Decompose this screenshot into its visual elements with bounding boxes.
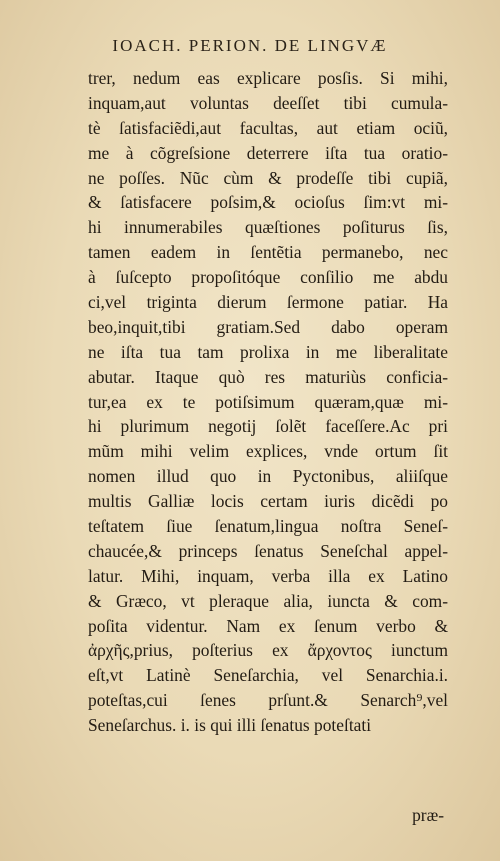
- text-line: poteſtas,cui ſenes prſunt.& Senarch⁹,vel: [88, 690, 448, 711]
- text-line: beo,inquit,tibi gratiam.Sed dabo operam: [88, 316, 448, 337]
- text-line: multis Galliæ locis certam iuris dicẽdi po: [88, 491, 448, 512]
- text-line: tè ſatisfaciẽdi,aut facultas, aut etiam ociũ,: [88, 117, 448, 138]
- text-line: à ſuſcepto propoſitóque conſilio me abdu: [88, 267, 448, 288]
- text-line: mũm mihi velim explices, vnde ortum ſit: [88, 441, 448, 462]
- text-line: ci,vel triginta dierum ſermone patiar. Ha: [88, 292, 448, 313]
- text-line: tamen eadem in ſentẽtia permanebo, nec: [88, 242, 448, 263]
- catchword: præ-: [412, 805, 444, 825]
- text-line: teſtatem ſiue ſenatum,lingua noſtra Seneſ-: [88, 516, 448, 537]
- text-line: & Græco, vt pleraque alia, iuncta & com-: [88, 590, 448, 611]
- text-line: chaucée,& princeps ſenatus Seneſchal appel-: [88, 540, 448, 561]
- text-line: Seneſarchus. i. is qui illi ſenatus poteſtati: [88, 715, 372, 736]
- text-line: latur. Mihi, inquam, verba illa ex Latino: [88, 565, 448, 586]
- running-header: IOACH. PERION. DE LINGVÆ: [112, 36, 388, 55]
- text-line: hi innumerabiles quæſtiones poſiturus ſis,: [88, 217, 448, 238]
- text-line: trer, nedum eas explicare posſis. Si mihi,: [88, 68, 448, 88]
- text-line: me à cõgreſsione deterrere iſta tua oratio-: [88, 142, 448, 163]
- text-line: tur,ea ex te potiſsimum quæram,quæ mi-: [88, 391, 448, 412]
- text-line: & ſatisfacere poſsim,& ocioſus ſim:vt mi-: [88, 192, 448, 213]
- text-line: inquam,aut voluntas deeſſet tibi cumula-: [88, 92, 448, 113]
- text-line: ne poſſes. Nũc cùm & prodeſſe tibi cupiã,: [88, 167, 448, 188]
- text-line: ne iſta tua tam prolixa in me liberalitate: [88, 341, 448, 362]
- text-line: nomen illud quo in Pyctonibus, aliiſque: [88, 466, 448, 487]
- text-line: poſita videntur. Nam ex ſenum verbo &: [88, 615, 448, 636]
- text-line: ἀρχῆς,prius, poſterius ex ἄρχοντος iunctum: [88, 640, 448, 661]
- text-line: abutar. Itaque quò res maturiùs conficia-: [88, 366, 448, 387]
- text-line: eſt,vt Latinè Seneſarchia, vel Senarchia.i.: [88, 665, 448, 686]
- text-line: hi plurimum negotij ſolẽt faceſſere.Ac pri: [88, 416, 448, 437]
- body-text: [88, 66, 448, 738]
